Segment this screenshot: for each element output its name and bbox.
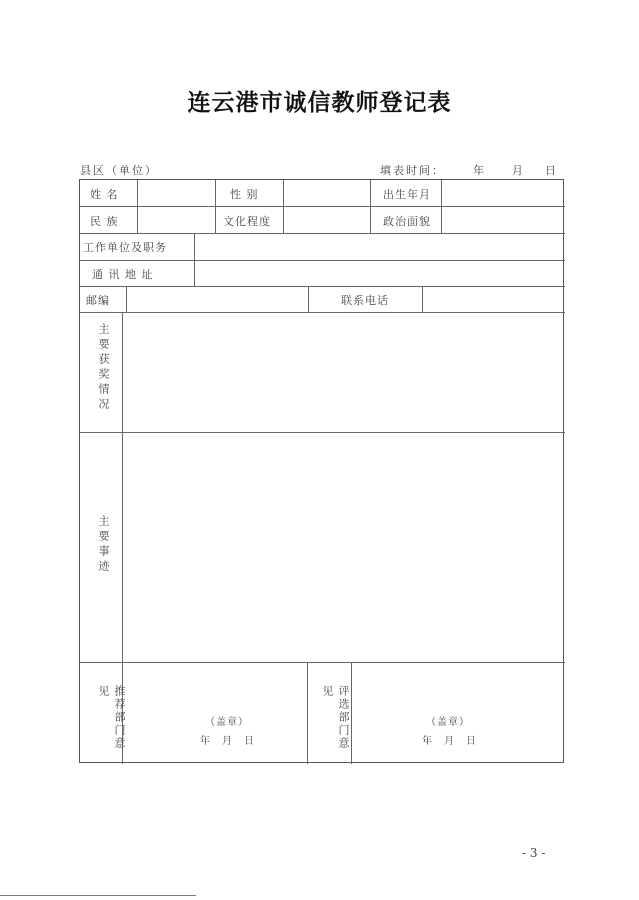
- row-divider: [80, 662, 565, 663]
- recommend-stamp: （盖章）: [205, 717, 249, 728]
- gender-label: 性 别: [230, 188, 259, 201]
- political-status-label: 政治面貌: [383, 215, 431, 228]
- row-divider: [80, 312, 565, 313]
- day-label: 日: [545, 164, 558, 177]
- registration-form-table: [79, 179, 564, 763]
- page-number: - 3 -: [522, 846, 546, 860]
- review-dept-label: 评选部门意见: [321, 685, 350, 750]
- fill-time-label: 填表时间：: [380, 164, 445, 177]
- review-date: 年 月 日: [422, 736, 477, 747]
- col-divider: [215, 180, 216, 233]
- work-unit-label: 工作单位及职务: [83, 241, 167, 254]
- col-divider: [308, 286, 309, 312]
- ethnicity-label: 民 族: [90, 215, 119, 228]
- col-divider: [126, 286, 127, 312]
- col-divider: [422, 286, 423, 312]
- col-divider: [194, 233, 195, 286]
- col-divider: [441, 180, 442, 233]
- education-label: 文化程度: [223, 215, 271, 228]
- deeds-label: 主要事迹: [97, 515, 110, 575]
- col-divider: [307, 662, 308, 764]
- row-divider: [80, 286, 565, 287]
- col-divider: [122, 312, 123, 662]
- awards-label: 主要获奖情况: [97, 323, 110, 413]
- address-label: 通 讯 地 址: [92, 268, 154, 281]
- recommend-date: 年 月 日: [200, 736, 255, 747]
- col-divider: [283, 180, 284, 233]
- col-divider: [351, 662, 352, 764]
- month-label: 月: [512, 164, 525, 177]
- recommend-dept-label: 推荐部门意见: [97, 685, 126, 750]
- form-title: 连云港市诚信教师登记表: [187, 89, 452, 116]
- birth-label: 出生年月: [383, 188, 431, 201]
- county-label: 县区（单位）: [80, 164, 158, 177]
- review-stamp: （盖章）: [426, 717, 470, 728]
- year-label: 年: [473, 164, 486, 177]
- col-divider: [370, 180, 371, 233]
- col-divider: [137, 180, 138, 233]
- phone-label: 联系电话: [341, 294, 389, 307]
- row-divider: [80, 233, 565, 234]
- row-divider: [80, 260, 565, 261]
- row-divider: [80, 206, 565, 207]
- row-divider: [80, 432, 565, 433]
- postcode-label: 邮编: [86, 294, 110, 307]
- scan-edge-line: [0, 895, 196, 896]
- name-label: 姓 名: [90, 188, 119, 201]
